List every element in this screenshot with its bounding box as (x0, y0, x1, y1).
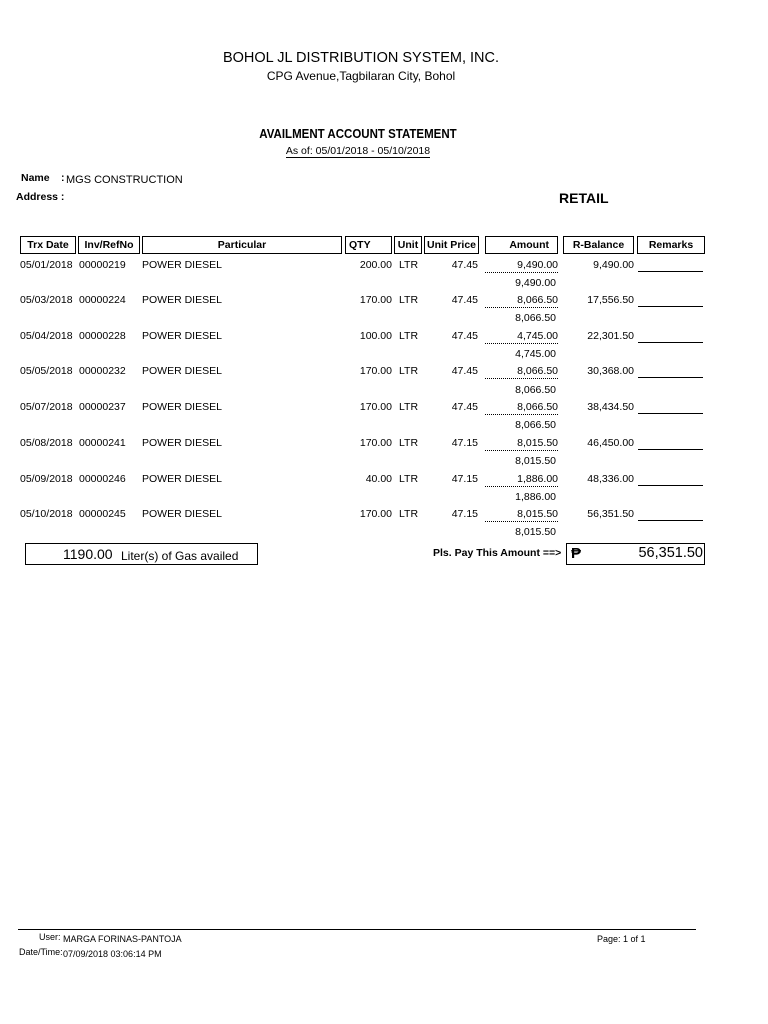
trx-date: 05/03/2018 (20, 294, 73, 306)
unit: LTR (399, 473, 419, 485)
particular: POWER DIESEL (142, 401, 222, 413)
address-label: Address : (16, 191, 65, 203)
footer-datetime-value: 07/09/2018 03:06:14 PM (63, 949, 162, 959)
amount: 4,745.00 (485, 330, 558, 344)
inv-ref: 00000224 (79, 294, 126, 306)
inv-ref: 00000241 (79, 437, 126, 449)
trx-date: 05/01/2018 (20, 259, 73, 271)
unit-price: 47.45 (451, 401, 478, 413)
unit: LTR (399, 508, 419, 520)
col-header-r-balance: R-Balance (563, 236, 634, 254)
running-balance: 22,301.50 (587, 330, 634, 342)
footer-datetime-label: Date/Time: (19, 947, 63, 957)
running-balance: 17,556.50 (587, 294, 634, 306)
unit-price: 47.15 (451, 473, 478, 485)
inv-ref: 00000232 (79, 365, 126, 377)
row-subtotal: 1,886.00 (515, 491, 556, 503)
trx-date: 05/10/2018 (20, 508, 73, 520)
amount: 8,066.50 (485, 401, 558, 415)
remarks-line (638, 473, 703, 486)
running-balance: 48,336.00 (587, 473, 634, 485)
statement-title: AVAILMENT ACCOUNT STATEMENT (259, 127, 457, 141)
inv-ref: 00000245 (79, 508, 126, 520)
col-header-unit-price: Unit Price (424, 236, 479, 254)
running-balance: 9,490.00 (593, 259, 634, 271)
qty: 40.00 (365, 473, 392, 485)
qty: 170.00 (359, 401, 392, 413)
unit: LTR (399, 294, 419, 306)
trx-date: 05/08/2018 (20, 437, 73, 449)
statement-period-text: As of: 05/01/2018 - 05/10/2018 (285, 145, 431, 157)
running-balance: 30,368.00 (587, 365, 634, 377)
col-header-qty: QTY (345, 236, 392, 254)
qty: 100.00 (359, 330, 392, 342)
col-header-amount: Amount (485, 236, 558, 254)
running-balance: 46,450.00 (587, 437, 634, 449)
name-label: Name (21, 172, 50, 184)
amount: 8,015.50 (485, 437, 558, 451)
remarks-line (638, 365, 703, 378)
row-subtotal: 8,066.50 (515, 312, 556, 324)
total-liters-box (25, 543, 258, 565)
company-address: CPG Avenue,Tagbilaran City, Bohol (266, 69, 456, 83)
name-colon: : (61, 172, 65, 184)
qty: 200.00 (359, 259, 392, 271)
inv-ref: 00000228 (79, 330, 126, 342)
col-header-unit: Unit (394, 236, 422, 254)
col-header-particular: Particular (142, 236, 342, 254)
unit: LTR (399, 330, 419, 342)
trx-date: 05/09/2018 (20, 473, 73, 485)
col-header-inv-ref: Inv/RefNo (78, 236, 140, 254)
row-subtotal: 8,066.50 (515, 419, 556, 431)
col-header-trx-date: Trx Date (20, 236, 76, 254)
qty: 170.00 (359, 365, 392, 377)
col-header-remarks: Remarks (637, 236, 705, 254)
total-liters: 1190.00 (63, 546, 113, 562)
qty: 170.00 (359, 437, 392, 449)
statement-period (0, 145, 716, 157)
particular: POWER DIESEL (142, 330, 222, 342)
trx-date: 05/04/2018 (20, 330, 73, 342)
qty: 170.00 (359, 294, 392, 306)
footer-page-number: Page: 1 of 1 (597, 934, 646, 944)
row-subtotal: 8,015.50 (515, 455, 556, 467)
amount: 9,490.00 (485, 259, 558, 273)
company-name: BOHOL JL DISTRIBUTION SYSTEM, INC. (222, 50, 500, 66)
amount: 8,066.50 (485, 365, 558, 379)
remarks-line (638, 259, 703, 272)
customer-name: MGS CONSTRUCTION (66, 174, 183, 186)
row-subtotal: 8,015.50 (515, 526, 556, 538)
unit-price: 47.45 (451, 259, 478, 271)
peso-icon: ₱ (571, 545, 582, 562)
amount: 1,886.00 (485, 473, 558, 487)
particular: POWER DIESEL (142, 437, 222, 449)
unit: LTR (399, 437, 419, 449)
footer-user-label: User: (39, 932, 61, 942)
trx-date: 05/07/2018 (20, 401, 73, 413)
unit-price: 47.45 (451, 365, 478, 377)
pay-amount-box (566, 543, 705, 565)
particular: POWER DIESEL (142, 294, 222, 306)
remarks-line (638, 401, 703, 414)
amount: 8,066.50 (485, 294, 558, 308)
remarks-line (638, 330, 703, 343)
inv-ref: 00000219 (79, 259, 126, 271)
inv-ref: 00000246 (79, 473, 126, 485)
remarks-line (638, 508, 703, 521)
particular: POWER DIESEL (142, 508, 222, 520)
row-subtotal: 4,745.00 (515, 348, 556, 360)
footer-divider (18, 929, 696, 930)
qty: 170.00 (359, 508, 392, 520)
unit-price: 47.45 (451, 294, 478, 306)
running-balance: 38,434.50 (587, 401, 634, 413)
unit: LTR (399, 401, 419, 413)
footer-user-value: MARGA FORINAS-PANTOJA (63, 934, 182, 944)
unit-price: 47.15 (451, 437, 478, 449)
unit: LTR (399, 259, 419, 271)
unit-price: 47.15 (451, 508, 478, 520)
remarks-line (638, 294, 703, 307)
row-subtotal: 9,490.00 (515, 277, 556, 289)
unit: LTR (399, 365, 419, 377)
particular: POWER DIESEL (142, 473, 222, 485)
particular: POWER DIESEL (142, 259, 222, 271)
amount: 8,015.50 (485, 508, 558, 522)
total-amount: 56,351.50 (638, 545, 703, 561)
inv-ref: 00000237 (79, 401, 126, 413)
total-liters-text: Liter(s) of Gas availed (121, 549, 239, 563)
row-subtotal: 8,066.50 (515, 384, 556, 396)
category-label: RETAIL (559, 190, 609, 206)
particular: POWER DIESEL (142, 365, 222, 377)
pay-amount-label: Pls. Pay This Amount ==> (433, 547, 562, 559)
remarks-line (638, 437, 703, 450)
running-balance: 56,351.50 (587, 508, 634, 520)
trx-date: 05/05/2018 (20, 365, 73, 377)
unit-price: 47.45 (451, 330, 478, 342)
